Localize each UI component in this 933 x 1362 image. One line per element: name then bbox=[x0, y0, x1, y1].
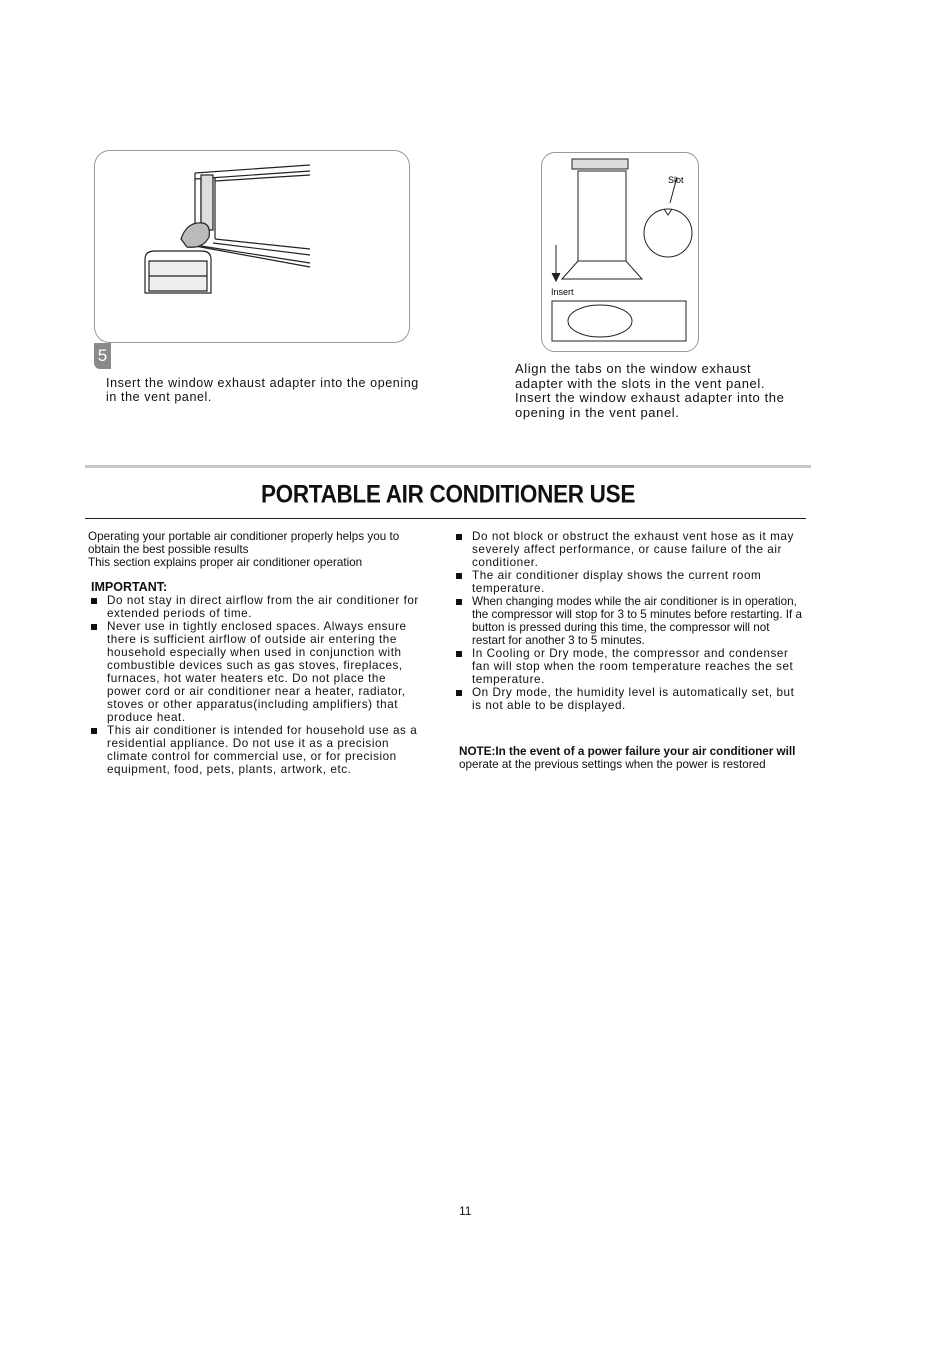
caption-line: Insert the window exhaust adapter into the bbox=[515, 390, 785, 405]
list-item: Never use in tightly enclosed spaces. Always ensure there is sufficient airflow of outside air entering the household especially when used in conjunction with combustible devices such as gas stoves, fireplaces, furnaces, hot water heaters etc. Do not place the power cord or air conditioner near a heater, radiator, stoves or other apparatus(including amplifiers) that produce heat. bbox=[88, 620, 423, 724]
align-tabs-illustration bbox=[542, 153, 700, 353]
list-item: Do not block or obstruct the exhaust vent hose as it may severely affect performance, or cause failure of the air conditioner. bbox=[453, 530, 803, 569]
note-text: operate at the previous settings when the power is restored bbox=[459, 758, 766, 771]
page-number: 11 bbox=[459, 1204, 472, 1218]
caption-line: opening in the vent panel. bbox=[515, 404, 680, 420]
caption-line: Insert the window exhaust adapter into the opening bbox=[106, 376, 419, 390]
section-bottom-rule bbox=[85, 518, 806, 519]
figure-window-adapter bbox=[94, 150, 410, 343]
list-item: When changing modes while the air conditioner is in operation, the compressor will stop for 3 to 5 minutes before restarting. If a button is pressed during this time, the compressor will not restart for another 3 to 5 minutes. bbox=[453, 595, 803, 647]
caption-line: adapter with the slots in the vent panel. bbox=[515, 375, 766, 391]
figure-align-tabs bbox=[541, 152, 699, 352]
left-column bbox=[88, 530, 423, 776]
intro-line: obtain the best possible results bbox=[88, 543, 249, 556]
note-bold-text: In the event of a power failure your air conditioner will bbox=[495, 745, 796, 758]
section-title: PORTABLE AIR CONDITIONER USE bbox=[260, 480, 636, 509]
list-item: On Dry mode, the humidity level is automatically set, but is not able to be displayed. bbox=[453, 686, 803, 712]
right-column bbox=[453, 530, 803, 712]
note-block bbox=[459, 745, 819, 771]
figure1-caption bbox=[106, 377, 419, 404]
list-item: In Cooling or Dry mode, the compressor and condenser fan will stop when the room temperature reaches the set temperature. bbox=[453, 647, 803, 686]
important-heading: IMPORTANT: bbox=[91, 580, 168, 594]
figure2-caption bbox=[515, 362, 784, 420]
intro-line: This section explains proper air conditioner operation bbox=[88, 556, 363, 569]
caption-line: Align the tabs on the window exhaust bbox=[515, 361, 752, 376]
step-number-badge: 5 bbox=[94, 343, 111, 369]
slot-label: Slot bbox=[668, 175, 684, 185]
caption-line: in the vent panel. bbox=[106, 389, 213, 404]
section-top-rule bbox=[85, 465, 811, 468]
window-adapter-illustration bbox=[95, 151, 411, 344]
intro-line: Operating your portable air conditioner properly helps you to bbox=[88, 530, 400, 543]
note-label: NOTE: bbox=[459, 745, 496, 758]
list-item: The air conditioner display shows the current room temperature. bbox=[453, 569, 803, 595]
insert-label: Insert bbox=[551, 287, 574, 297]
list-item: This air conditioner is intended for household use as a residential appliance. Do not use it as a precision climate control for commercial use, or for precision equipment, food, pets, plants, artwork, etc. bbox=[88, 724, 423, 776]
list-item: Do not stay in direct airflow from the air conditioner for extended periods of time. bbox=[88, 594, 423, 620]
